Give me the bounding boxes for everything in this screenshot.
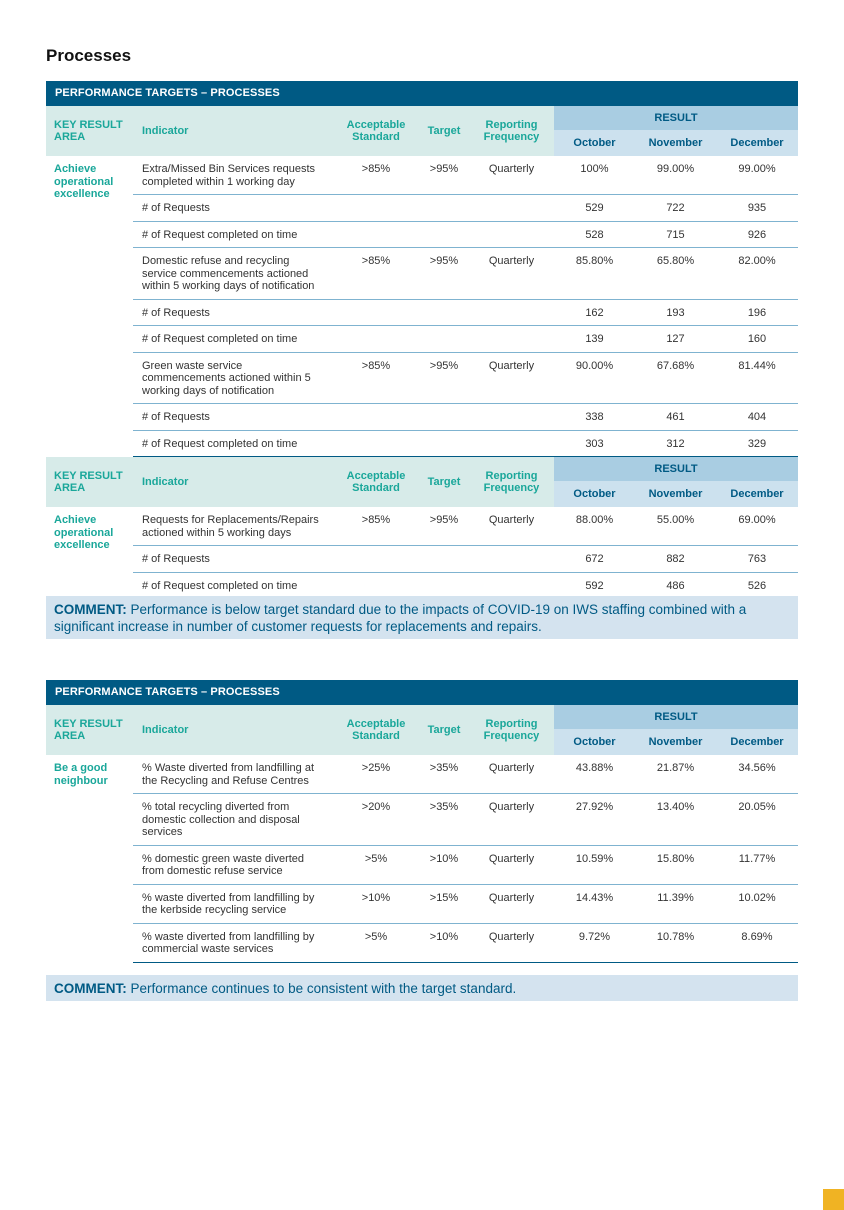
november-value: 193 <box>635 299 716 326</box>
comment-text: Performance continues to be consistent with the target standard. <box>126 981 517 996</box>
acceptable-cell <box>333 195 419 222</box>
target-cell <box>419 195 469 222</box>
december-value: 935 <box>716 195 798 222</box>
november-value: 882 <box>635 546 716 573</box>
november-value: 65.80% <box>635 248 716 300</box>
acceptable-cell: >85% <box>333 248 419 300</box>
acceptable-cell <box>333 326 419 353</box>
col-header-november: November <box>635 481 716 507</box>
target-cell: >95% <box>419 352 469 404</box>
table-row <box>46 248 798 300</box>
october-value: 162 <box>554 299 635 326</box>
december-value: 11.77% <box>716 845 798 884</box>
table-band-title: PERFORMANCE TARGETS – PROCESSES <box>46 680 798 705</box>
october-value: 139 <box>554 326 635 353</box>
november-value: 13.40% <box>635 794 716 846</box>
target-cell: >35% <box>419 794 469 846</box>
table-row <box>46 352 798 404</box>
table-band-title: PERFORMANCE TARGETS – PROCESSES <box>46 81 798 106</box>
indicator-cell: # of Request completed on time <box>133 430 333 457</box>
frequency-cell: Quarterly <box>469 845 554 884</box>
target-cell: >10% <box>419 845 469 884</box>
october-value: 9.72% <box>554 923 635 962</box>
col-header-november: November <box>635 729 716 755</box>
acceptable-cell: >5% <box>333 845 419 884</box>
october-value: 90.00% <box>554 352 635 404</box>
table-row <box>46 430 798 457</box>
frequency-cell <box>469 572 554 599</box>
target-cell: >15% <box>419 884 469 923</box>
col-header-indicator: Indicator <box>133 106 333 156</box>
table-row <box>46 299 798 326</box>
col-header-result: RESULT <box>554 457 798 482</box>
october-value: 529 <box>554 195 635 222</box>
target-cell: >95% <box>419 507 469 546</box>
target-cell: >95% <box>419 248 469 300</box>
key-result-area: Be a good neighbour <box>54 762 108 787</box>
november-value: 99.00% <box>635 156 716 195</box>
november-value: 10.78% <box>635 923 716 962</box>
col-header-october: October <box>554 130 635 156</box>
indicator-cell: Domestic refuse and recycling service commencements actioned within 5 working days of notification <box>133 248 333 300</box>
december-value: 926 <box>716 221 798 248</box>
frequency-cell: Quarterly <box>469 755 554 794</box>
frequency-cell <box>469 299 554 326</box>
table-row <box>46 546 798 573</box>
indicator-cell: # of Requests <box>133 546 333 573</box>
target-cell <box>419 326 469 353</box>
table-row <box>46 404 798 431</box>
acceptable-cell: >85% <box>333 507 419 546</box>
comment-label: COMMENT: <box>54 981 127 996</box>
december-value: 99.00% <box>716 156 798 195</box>
col-header-reporting: Reporting Frequency <box>469 106 554 156</box>
december-value: 69.00% <box>716 507 798 546</box>
november-value: 461 <box>635 404 716 431</box>
december-value: 763 <box>716 546 798 573</box>
col-header-reporting: Reporting Frequency <box>469 705 554 755</box>
october-value: 14.43% <box>554 884 635 923</box>
acceptable-cell: >5% <box>333 923 419 962</box>
october-value: 85.80% <box>554 248 635 300</box>
target-cell: >35% <box>419 755 469 794</box>
col-header-indicator: Indicator <box>133 705 333 755</box>
table-row <box>46 923 798 962</box>
frequency-cell: Quarterly <box>469 507 554 546</box>
indicator-cell: % waste diverted from landfilling by the kerbside recycling service <box>133 884 333 923</box>
col-header-december: December <box>716 481 798 507</box>
key-result-area: Achieve operational excellence <box>54 163 114 200</box>
october-value: 672 <box>554 546 635 573</box>
december-value: 160 <box>716 326 798 353</box>
november-value: 127 <box>635 326 716 353</box>
november-value: 55.00% <box>635 507 716 546</box>
performance-table <box>46 705 798 963</box>
december-value: 34.56% <box>716 755 798 794</box>
frequency-cell: Quarterly <box>469 352 554 404</box>
comment-label: COMMENT: <box>54 602 127 617</box>
october-value: 303 <box>554 430 635 457</box>
target-cell <box>419 299 469 326</box>
comment-box <box>46 596 798 639</box>
indicator-cell: Green waste service commencements actioned within 5 working days of notification <box>133 352 333 404</box>
target-cell: >10% <box>419 923 469 962</box>
acceptable-cell <box>333 572 419 599</box>
october-value: 528 <box>554 221 635 248</box>
december-value: 82.00% <box>716 248 798 300</box>
table-header <box>46 106 798 156</box>
indicator-cell: # of Request completed on time <box>133 221 333 248</box>
col-header-october: October <box>554 729 635 755</box>
target-cell <box>419 404 469 431</box>
acceptable-cell <box>333 546 419 573</box>
frequency-cell <box>469 195 554 222</box>
indicator-cell: Requests for Replacements/Repairs actioned within 5 working days <box>133 507 333 546</box>
col-header-target: Target <box>419 705 469 755</box>
performance-table-1 <box>46 81 798 599</box>
col-header-november: November <box>635 130 716 156</box>
november-value: 715 <box>635 221 716 248</box>
target-cell <box>419 430 469 457</box>
table-row <box>46 326 798 353</box>
col-header-october: October <box>554 481 635 507</box>
table-row <box>46 507 798 546</box>
table-row <box>46 884 798 923</box>
november-value: 312 <box>635 430 716 457</box>
table-header <box>46 705 798 755</box>
indicator-cell: # of Request completed on time <box>133 572 333 599</box>
table-row <box>46 794 798 846</box>
indicator-cell: # of Requests <box>133 404 333 431</box>
indicator-cell: % Waste diverted from landfilling at the Recycling and Refuse Centres <box>133 755 333 794</box>
comment-text: Performance is below target standard due to the impacts of COVID-19 on IWS staffing combined with a significant increase in number of customer requests for replacements and repairs. <box>54 602 747 634</box>
frequency-cell: Quarterly <box>469 156 554 195</box>
table-body <box>46 755 798 962</box>
page-title: Processes <box>46 46 132 65</box>
december-value: 20.05% <box>716 794 798 846</box>
col-header-reporting: Reporting Frequency <box>469 457 554 508</box>
col-header-result: RESULT <box>554 705 798 729</box>
col-header-december: December <box>716 729 798 755</box>
table-row <box>46 195 798 222</box>
frequency-cell: Quarterly <box>469 923 554 962</box>
november-value: 486 <box>635 572 716 599</box>
acceptable-cell <box>333 299 419 326</box>
indicator-cell: # of Requests <box>133 299 333 326</box>
col-header-target: Target <box>419 106 469 156</box>
acceptable-cell <box>333 404 419 431</box>
december-value: 81.44% <box>716 352 798 404</box>
frequency-cell: Quarterly <box>469 248 554 300</box>
target-cell <box>419 572 469 599</box>
frequency-cell: Quarterly <box>469 884 554 923</box>
november-value: 15.80% <box>635 845 716 884</box>
november-value: 21.87% <box>635 755 716 794</box>
col-header-kra: KEY RESULT AREA <box>46 457 133 508</box>
indicator-cell: Extra/Missed Bin Services requests completed within 1 working day <box>133 156 333 195</box>
november-value: 11.39% <box>635 884 716 923</box>
key-result-area: Achieve operational excellence <box>54 514 114 551</box>
october-value: 100% <box>554 156 635 195</box>
november-value: 67.68% <box>635 352 716 404</box>
indicator-cell: % waste diverted from landfilling by commercial waste services <box>133 923 333 962</box>
october-value: 338 <box>554 404 635 431</box>
frequency-cell <box>469 430 554 457</box>
december-value: 329 <box>716 430 798 457</box>
col-header-kra: KEY RESULT AREA <box>46 705 133 755</box>
acceptable-cell <box>333 430 419 457</box>
frequency-cell: Quarterly <box>469 794 554 846</box>
comment-box <box>46 975 798 1001</box>
target-cell: >95% <box>419 156 469 195</box>
december-value: 10.02% <box>716 884 798 923</box>
indicator-cell: # of Requests <box>133 195 333 222</box>
col-header-target: Target <box>419 457 469 508</box>
acceptable-cell: >10% <box>333 884 419 923</box>
table-row <box>46 221 798 248</box>
table-row <box>46 845 798 884</box>
acceptable-cell: >20% <box>333 794 419 846</box>
table-row <box>46 156 798 195</box>
frequency-cell <box>469 326 554 353</box>
col-header-december: December <box>716 130 798 156</box>
indicator-cell: % domestic green waste diverted from domestic refuse service <box>133 845 333 884</box>
col-header-acceptable: Acceptable Standard <box>333 457 419 508</box>
acceptable-cell: >25% <box>333 755 419 794</box>
acceptable-cell: >85% <box>333 156 419 195</box>
table-row <box>46 755 798 794</box>
october-value: 10.59% <box>554 845 635 884</box>
october-value: 27.92% <box>554 794 635 846</box>
col-header-acceptable: Acceptable Standard <box>333 705 419 755</box>
november-value: 722 <box>635 195 716 222</box>
december-value: 526 <box>716 572 798 599</box>
october-value: 88.00% <box>554 507 635 546</box>
page-corner-tab <box>823 1189 844 1210</box>
table-row <box>46 572 798 599</box>
october-value: 592 <box>554 572 635 599</box>
col-header-kra: KEY RESULT AREA <box>46 106 133 156</box>
indicator-cell: % total recycling diverted from domestic collection and disposal services <box>133 794 333 846</box>
december-value: 196 <box>716 299 798 326</box>
table-body <box>46 507 798 599</box>
col-header-acceptable: Acceptable Standard <box>333 106 419 156</box>
table-header-repeat <box>46 457 798 508</box>
col-header-indicator: Indicator <box>133 457 333 508</box>
target-cell <box>419 546 469 573</box>
frequency-cell <box>469 546 554 573</box>
indicator-cell: # of Request completed on time <box>133 326 333 353</box>
table-body <box>46 156 798 457</box>
october-value: 43.88% <box>554 755 635 794</box>
december-value: 8.69% <box>716 923 798 962</box>
performance-table-2 <box>46 680 798 963</box>
frequency-cell <box>469 221 554 248</box>
frequency-cell <box>469 404 554 431</box>
col-header-result: RESULT <box>554 106 798 130</box>
acceptable-cell: >85% <box>333 352 419 404</box>
december-value: 404 <box>716 404 798 431</box>
performance-table <box>46 106 798 599</box>
target-cell <box>419 221 469 248</box>
acceptable-cell <box>333 221 419 248</box>
